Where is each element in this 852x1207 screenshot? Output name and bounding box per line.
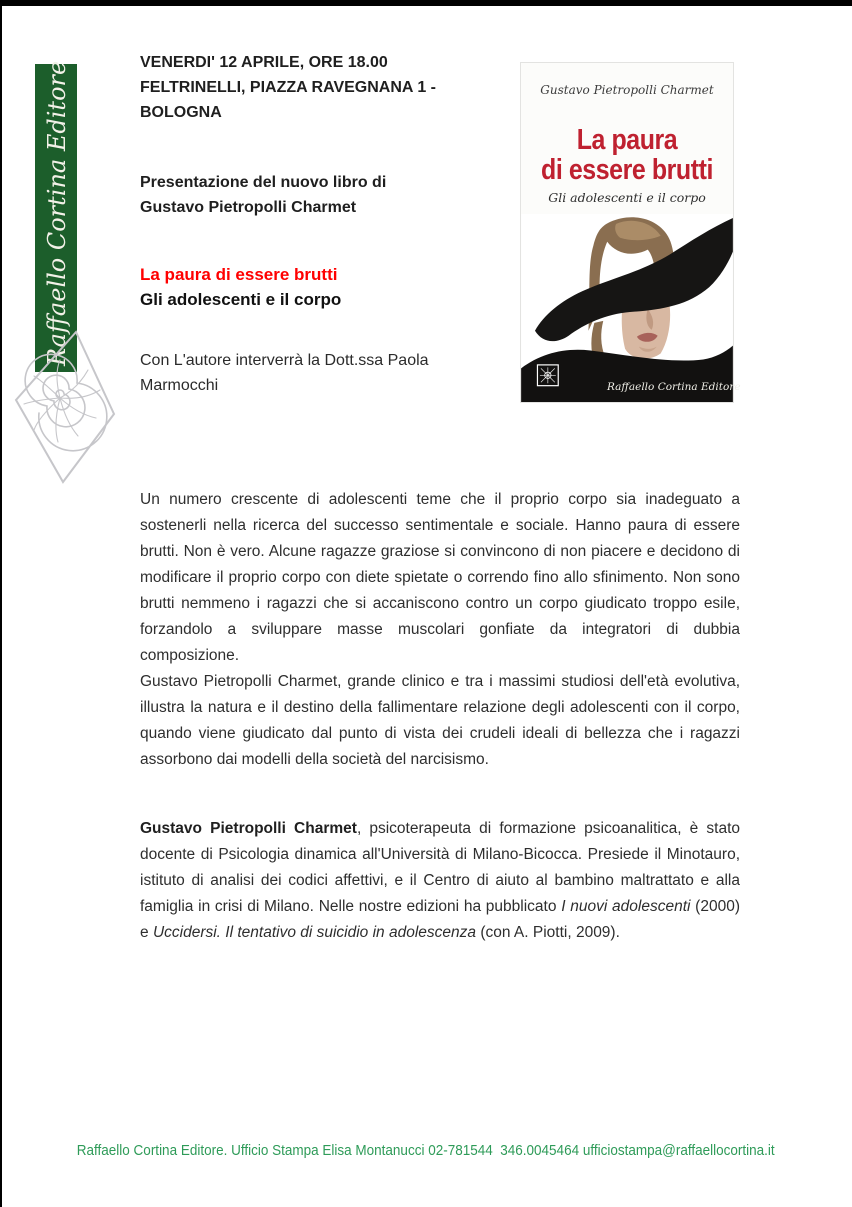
book-description [140,487,740,773]
cover-title-line1: La paura [576,124,678,156]
bio-book-title-1: I nuovi adolescenti [561,898,691,915]
guest-block [140,348,485,398]
publisher-banner [35,60,77,372]
event-venue-line1: FELTRINELLI, PIAZZA RAVEGNANA 1 - [140,79,436,96]
author-bio [140,816,740,946]
presentation-intro: Presentazione del nuovo libro di [140,174,387,191]
footer [0,1142,852,1160]
page-left-border [0,0,2,1207]
book-subtitle-heading: Gli adolescenti e il corpo [140,290,342,309]
description-paragraph-2: Gustavo Pietropolli Charmet, grande clinico e tra i massimi studiosi dell'età evolutiva, illustra la natura e il destino della fallimentare relazione degli adolescenti con il corpo, quando viene giudicato dal punto di vista dei crudeli ideali di bellezza che i ragazzi assorbono dai modelli della società del narcisismo. [140,673,740,768]
cover-title-line2: di essere brutti [541,154,713,186]
nautilus-logo-icon [8,330,120,492]
author-bio-name: Gustavo Pietropolli Charmet [140,820,357,837]
book-heading-block [140,262,530,312]
event-venue-line2: BOLOGNA [140,104,222,121]
bio-book-title-2: Uccidersi. Il tentativo di suicidio in adolescenza [152,924,477,941]
book-cover-photo [521,214,741,402]
book-title-heading: La paura di essere brutti [140,265,338,284]
cover-subtitle: Gli adolescenti e il corpo [548,190,706,205]
cover-author: Gustavo Pietropolli Charmet [540,83,714,97]
event-details [140,50,530,398]
author-bio-paragraph: Gustavo Pietropolli Charmet, psicoterapeuta di formazione psicoanalitica, è stato docente di Psicologia dinamica all'Università di Milano-Bicocca. Presiede il Minotauro, istituto di analisi dei codici affettivi, e il Centro di aiuto al bambino maltrattato e alla famiglia in crisi di Milano. Nelle nostre edizioni ha pubblicato I nuovi adolescenti (2000) e Uccidersi. Il tentativo di suicidio in adolescenza (con A. Piotti, 2009). [140,820,740,941]
guest-line: Con L'autore interverrà la Dott.ssa Paola Marmocchi [140,352,429,394]
book-cover [520,62,741,403]
event-date-line: VENERDI' 12 APRILE, ORE 18.00 [140,54,388,71]
publisher-banner-text: Raffaello Cortina Editore [43,60,71,366]
presentation-block [140,170,530,220]
cover-publisher-text: Raffaello Cortina Editore [607,381,741,393]
presentation-author: Gustavo Pietropolli Charmet [140,199,357,216]
description-paragraph-1: Un numero crescente di adolescenti teme che il proprio corpo sia inadeguato a sostenerli nella ricerca del successo sentimentale e sociale. Hanno paura di essere brutti. Non è vero. Alcune ragazze graziose si convincono di non piacere e decidono di modificare il proprio corpo con diete spietate o correndo fino allo sfinimento. Non sono brutti nemmeno i ragazzi che si accaniscono contro un corpo giudicato troppo esile, forzandolo a sviluppare masse muscolari gonfiate da integratori di dubbia composizione. [140,491,740,664]
footer-contact-line: Raffaello Cortina Editore. Ufficio Stampa Elisa Montanucci 02-781544 346.0045464 ufficiostampa@raffaellocortina.it [77,1142,775,1159]
page-top-border [0,0,852,6]
